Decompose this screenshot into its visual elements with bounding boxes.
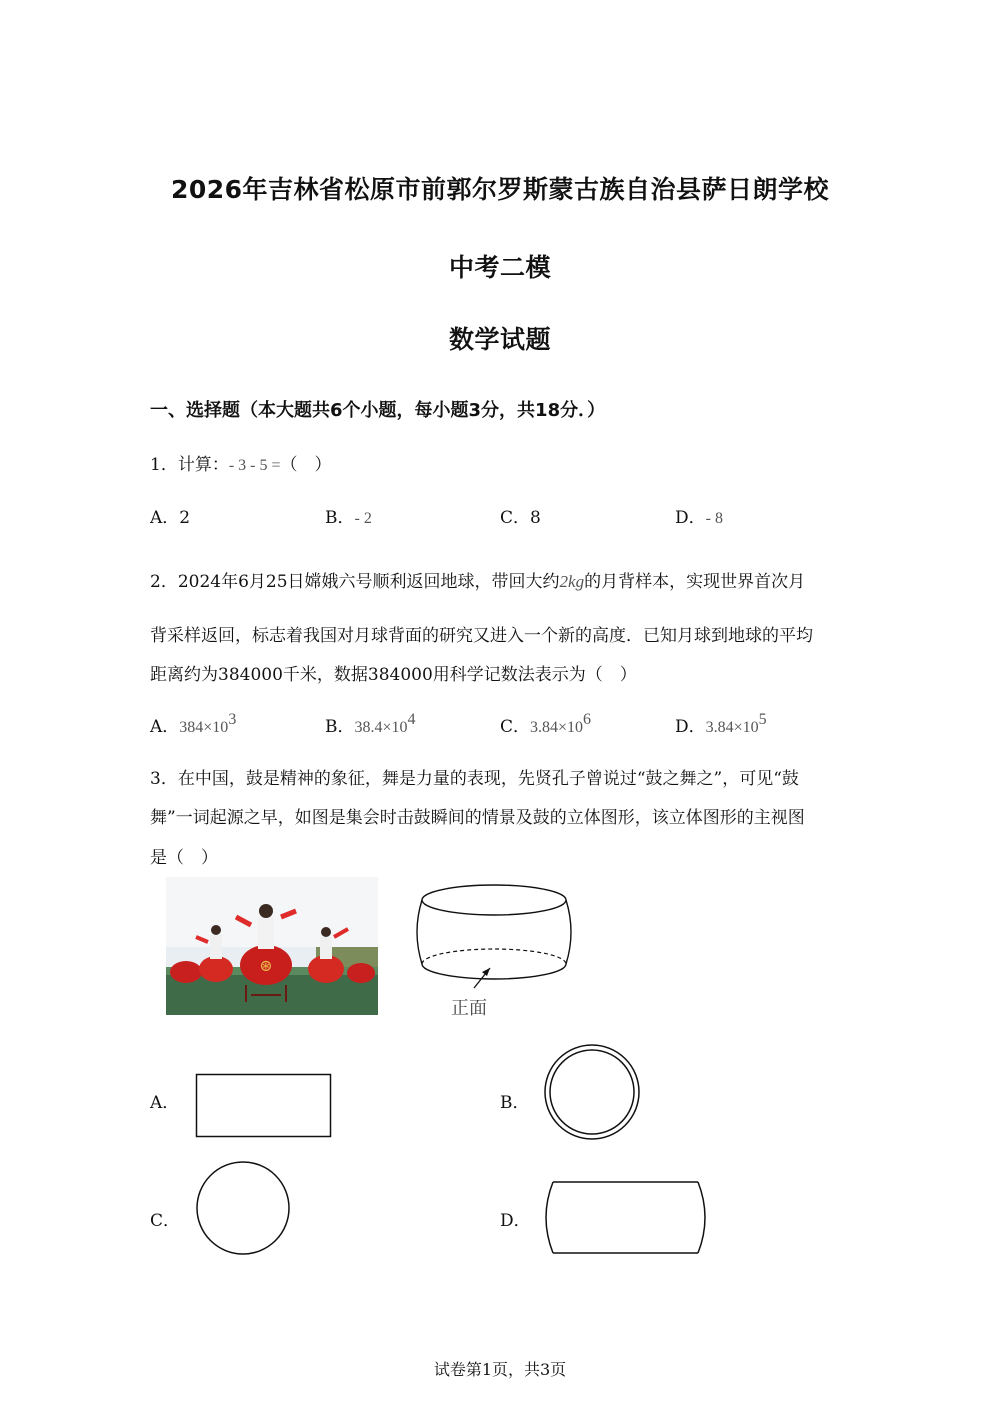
option-exponent: 5 (758, 711, 767, 728)
option-exponent: 3 (228, 711, 237, 728)
question-2-option-b (325, 711, 416, 737)
question-2-option-d (675, 711, 767, 737)
option-mantissa: 3.84×10 (705, 719, 759, 736)
option-a-rectangle-figure (195, 1073, 333, 1139)
svg-text:⊛: ⊛ (259, 956, 273, 975)
question-2-line-1 (150, 567, 805, 592)
question-3-line-3: 是（ ） (150, 848, 218, 868)
option-mantissa: 3.84×10 (530, 719, 584, 736)
option-mantissa: 384×10 (179, 719, 229, 736)
drum-3d-figure (410, 880, 580, 1025)
option-b-double-circle-figure (543, 1043, 641, 1141)
question-3-option-c-label: C． (150, 1211, 181, 1231)
question-1-paren: （ ） (280, 455, 332, 475)
exam-subject-title: 数学试题 (448, 325, 551, 354)
question-2-line-3: 距离约为384000千米，数据384000用科学记数法表示为（ ） (150, 665, 637, 685)
option-value: 2 (179, 508, 191, 528)
option-d-barrel-figure (543, 1180, 708, 1256)
question-3-option-d-label: D． (500, 1211, 531, 1231)
question-1-prefix: 1．计算： (150, 455, 229, 475)
option-value: 8 (530, 508, 541, 528)
question-1-option-a (150, 503, 190, 528)
drum-performance-photo (166, 877, 378, 1015)
option-value: - 8 (705, 510, 723, 527)
question-2-text-a: 2．2024年6月25日嫦娥六号顺利返回地球，带回大约 (150, 572, 560, 592)
question-3-line-1: 3．在中国，鼓是精神的象征，舞是力量的表现，先贤孔子曾说过“鼓之舞之”，可见“鼓 (150, 769, 799, 789)
option-label: C． (500, 508, 531, 528)
option-exponent: 4 (407, 711, 416, 728)
option-label: B． (325, 717, 355, 737)
question-2-mass: 2kg (559, 572, 585, 591)
exam-title-line1: 2026年吉林省松原市前郭尔罗斯蒙古族自治县萨日朗学校 (170, 175, 830, 204)
option-label: C． (500, 717, 531, 737)
option-value: - 2 (354, 510, 372, 527)
question-2-text-b: 的月背样本，实现世界首次月 (584, 572, 806, 592)
page-footer: 试卷第1页，共3页 (433, 1360, 567, 1379)
question-3-line-2: 舞”一词起源之早，如图是集会时击鼓瞬间的情景及鼓的立体图形，该立体图形的主视图 (150, 808, 805, 828)
option-c-circle-figure (194, 1160, 292, 1256)
question-1-option-d (675, 503, 723, 528)
option-label: A． (150, 508, 180, 528)
exam-title-line2: 中考二模 (448, 253, 551, 282)
question-1-option-c (500, 503, 541, 528)
question-2-option-c (500, 711, 591, 737)
question-1-stem (150, 450, 332, 475)
option-exponent: 6 (583, 711, 592, 728)
drum-front-caption: 正面 (451, 998, 487, 1019)
question-2-line-2: 背采样返回，标志着我国对月球背面的研究又进入一个新的高度．已知月球到地球的平均 (150, 626, 813, 646)
question-2-option-a (150, 711, 236, 737)
option-mantissa: 38.4×10 (354, 719, 408, 736)
question-1-option-b (325, 503, 372, 528)
question-1-expression: - 3 - 5 = (228, 457, 281, 474)
option-label: D． (675, 717, 706, 737)
question-3-option-a-label: A． (150, 1093, 180, 1113)
question-3-option-b-label: B． (500, 1093, 530, 1113)
section-heading-choice: 一、选择题（本大题共6个小题，每小题3分，共18分．） (150, 400, 606, 421)
option-label: D． (675, 508, 706, 528)
option-label: A． (150, 717, 180, 737)
option-label: B． (325, 508, 355, 528)
